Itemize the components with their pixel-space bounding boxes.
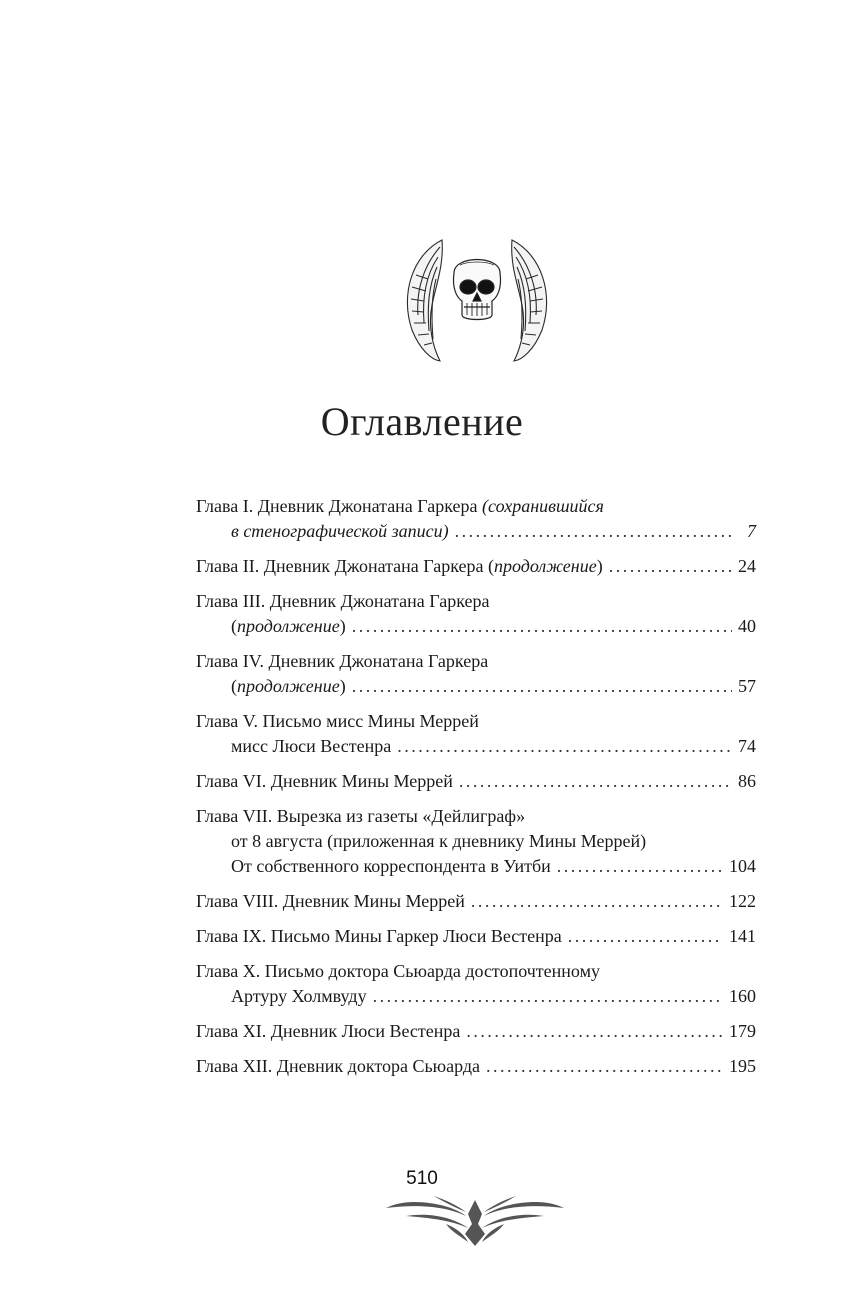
toc-entry-chapter-9[interactable] (196, 924, 756, 949)
toc-entry-chapter-2[interactable] (196, 554, 756, 579)
toc-entry-title: Глава IV. Дневник Джонатана Гаркера (196, 651, 489, 671)
leader-dots (373, 984, 723, 1009)
toc-page-number: 179 (729, 1021, 756, 1041)
toc-entry-title: Глава II. Дневник Джонатана Гаркера (продолжение) (196, 556, 603, 576)
toc-entry-title: Глава I. Дневник Джонатана Гаркера (сохранившийся (196, 496, 604, 516)
leader-dots (352, 614, 732, 639)
toc-page-number: 122 (729, 891, 756, 911)
toc-page-number: 40 (738, 616, 756, 636)
toc-page-number: 74 (738, 736, 756, 756)
toc-entry-subtitle: (продолжение) (231, 616, 346, 636)
toc-entry-title: Глава IX. Письмо Мины Гаркер Люси Вестенра (196, 926, 562, 946)
tribal-ornament-icon (386, 1194, 564, 1246)
toc-entry-chapter-3[interactable] (196, 589, 756, 639)
toc-entry-subtitle: мисс Люси Вестенра (231, 736, 392, 756)
toc-entry-chapter-7[interactable] (196, 804, 756, 879)
toc-entry-title: Глава VI. Дневник Мины Меррей (196, 771, 453, 791)
toc-page-number: 104 (729, 856, 756, 876)
toc-entry-chapter-8[interactable] (196, 889, 756, 914)
toc-page-number: 195 (729, 1056, 756, 1076)
toc-page-number: 24 (738, 556, 756, 576)
page-title: Оглавление (320, 399, 524, 444)
toc-entry-title: Глава XII. Дневник доктора Сьюарда (196, 1056, 481, 1076)
toc-page-number: 7 (747, 521, 756, 541)
toc-entry-title: Глава X. Письмо доктора Сьюарда достопочтенному (196, 961, 600, 981)
leader-dots (557, 854, 723, 879)
toc-page-number: 141 (729, 926, 756, 946)
toc-entry-chapter-11[interactable] (196, 1019, 756, 1044)
leader-dots (568, 924, 723, 949)
leader-dots (466, 1019, 723, 1044)
toc-entry-chapter-10[interactable] (196, 959, 756, 1009)
toc-entry-subtitle: от 8 августа (приложенная к дневнику Мины Меррей) (231, 831, 647, 851)
page-number: 510 (406, 1168, 438, 1189)
toc-entry-title: Глава XI. Дневник Люси Вестенра (196, 1021, 461, 1041)
leader-dots (455, 519, 732, 544)
toc-entry-chapter-1[interactable] (196, 494, 756, 544)
toc-entry-subtitle: От собственного корреспондента в Уитби (231, 856, 551, 876)
leader-dots (352, 674, 732, 699)
toc-page-number: 86 (738, 771, 756, 791)
toc-entry-chapter-6[interactable] (196, 769, 756, 794)
toc-entry-title: Глава V. Письмо мисс Мины Меррей (196, 711, 479, 731)
leader-dots (459, 769, 732, 794)
toc-entry-subtitle: в стенографической записи) (231, 521, 449, 541)
toc-entry-subtitle: (продолжение) (231, 676, 346, 696)
toc-entry-title: Глава III. Дневник Джонатана Гаркера (196, 591, 490, 611)
toc-entry-title: Глава VII. Вырезка из газеты «Дейлиграф» (196, 806, 526, 826)
leader-dots (471, 889, 723, 914)
toc-entry-title: Глава VIII. Дневник Мины Меррей (196, 891, 465, 911)
table-of-contents (196, 494, 756, 1089)
toc-entry-subtitle: Артуру Холмвуду (231, 986, 367, 1006)
toc-entry-chapter-5[interactable] (196, 709, 756, 759)
toc-page-number: 160 (729, 986, 756, 1006)
leader-dots (486, 1054, 723, 1079)
leader-dots (397, 734, 732, 759)
leader-dots (609, 554, 732, 579)
winged-skull-icon (402, 235, 552, 365)
toc-page-number: 57 (738, 676, 756, 696)
toc-entry-chapter-12[interactable] (196, 1054, 756, 1079)
toc-entry-chapter-4[interactable] (196, 649, 756, 699)
